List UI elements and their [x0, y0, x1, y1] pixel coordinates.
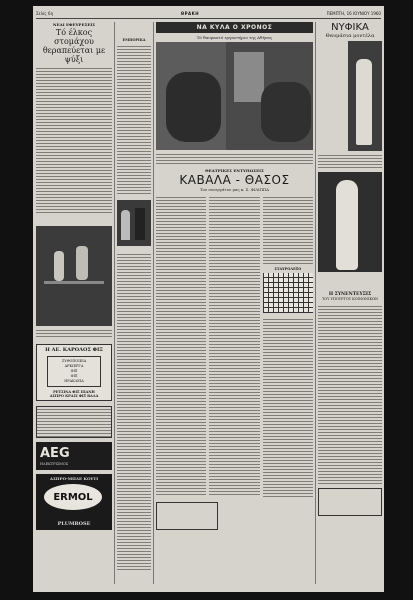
bride-photo-2: [318, 172, 382, 272]
article-body: [156, 195, 313, 497]
interview-subtitle: ΤΟΥ ΥΠΟΥΡΓΟΥ ΚΟΙΝΩΝΙΚΩΝ: [321, 297, 379, 301]
aeg-sub: ΗΛΕΚΤΡΙΣΜΟΣ: [40, 462, 69, 466]
ad-footer-2: ΑΣΠΡΟ ΚΡΑΣΙ ΦΙΞ ΒΑΛΑ: [49, 394, 99, 398]
left-column: [36, 22, 112, 584]
sidebar-listing: [117, 44, 151, 194]
column-rule: [114, 22, 115, 584]
article-headline: ΚΑΒΑΛΑ - ΘΑΣΟΣ: [179, 173, 290, 187]
article-col-1: [156, 195, 206, 495]
ad-line: ΗΡΑΚΛΕΙΑ: [64, 379, 84, 383]
page-number: Σελίς 6η: [36, 10, 54, 16]
left-article-text: [36, 66, 112, 214]
ad-line: ΖΥΘΟΠΟΙΕΙΑ: [61, 359, 87, 363]
sidebar-title: ΕΜΠΟΡΙΚΑ: [122, 38, 146, 42]
narrow-column: [117, 22, 151, 584]
paper-title: ΘΡΑΚΗ: [180, 10, 200, 16]
bride-photo-1: [348, 41, 382, 151]
crossword-title: ΣΤΑΥΡΟΛΕΞΟ: [274, 267, 302, 271]
column-rule: [315, 22, 316, 584]
aeg-logo: AEG: [40, 446, 70, 461]
photo-caption-lines: [36, 328, 112, 338]
plumrose-logo: PLUMROSE: [57, 521, 91, 527]
article-col-2: [209, 195, 259, 495]
narrow-text: [117, 252, 151, 572]
ad-line: ΦΙΞ: [70, 369, 78, 373]
ad-line: ΦΙΞ: [70, 374, 78, 378]
building-photo: [156, 42, 313, 150]
ad-karolos-fix: [36, 344, 112, 401]
ad-footer-1: ΡΕΤΣΙΝΑ ΦΙΞ ΠΙΑΝΗ: [53, 390, 95, 394]
issue-date: ΠΕΜΠΤΗ, 16 ΙΟΥΝΙΟΥ 1960: [326, 10, 381, 16]
article-col-3: [263, 195, 313, 497]
ad-karolos-list: [47, 356, 101, 387]
crossword-grid: [263, 273, 313, 313]
page-header: [36, 8, 381, 19]
right-text-1: [318, 153, 382, 169]
right-subheadline: Θαυμάσια μοντέλα: [325, 33, 375, 39]
ermol-logo: ERMOL: [53, 491, 93, 503]
column-rule: [153, 22, 154, 584]
interview-title: Η ΣΥΝΕΝΤΕΥΞΙΣ: [328, 292, 372, 297]
newspaper-page: [33, 6, 384, 592]
article-byline: Του συνεργάτου μας κ. Σ. ΦΙΛΙΠΠΑ: [200, 187, 269, 192]
article-col-3-text: [263, 195, 313, 265]
photo-caption-lines: [156, 152, 313, 164]
boxing-photo: [36, 226, 112, 326]
ad-aeg: [36, 442, 112, 470]
interview-text: [318, 304, 382, 484]
ad-ermol: [36, 474, 112, 530]
left-headline: Τό έλκος στομάχου θεραπεύεται με ψύξι: [42, 28, 106, 64]
ad-line: ΑΡΚΙΕΡΓΑ: [64, 364, 84, 368]
banner: ΝΑ ΚΥΛΑ Ο ΧΡΟΝΟΣ: [156, 22, 313, 33]
right-headline: ΝΥΦΙΚΑ: [331, 22, 369, 33]
ermol-oval: [44, 484, 102, 510]
article-kicker: ΘΕΑΤΡΙΚΕΣ ΕΝΤΥΠΩΣΕΙΣ: [205, 168, 264, 173]
group-photo: [117, 200, 151, 246]
photo-caption-top: Τό θαυμαστό εργαστήριο της Αθήνας: [196, 35, 273, 40]
right-bottom-box: [318, 488, 382, 516]
article-col-3-lower: [263, 317, 313, 497]
small-ad: [36, 406, 112, 438]
center-column: [156, 22, 313, 584]
bottom-ad-box: [156, 502, 218, 530]
right-column: [318, 22, 382, 584]
left-kicker: ΝΕΑΙ ΕΦΕΥΡΕΣΕΙΣ: [52, 22, 96, 27]
ermol-top: ΑΣΠΡΟ-ΜΠΛΕ ΚΟΥΤΙ: [49, 476, 99, 481]
ad-karolos-title: Η ΑΕ. ΚΑΡΟΛΟΣ ΦΙΞ: [45, 347, 103, 353]
